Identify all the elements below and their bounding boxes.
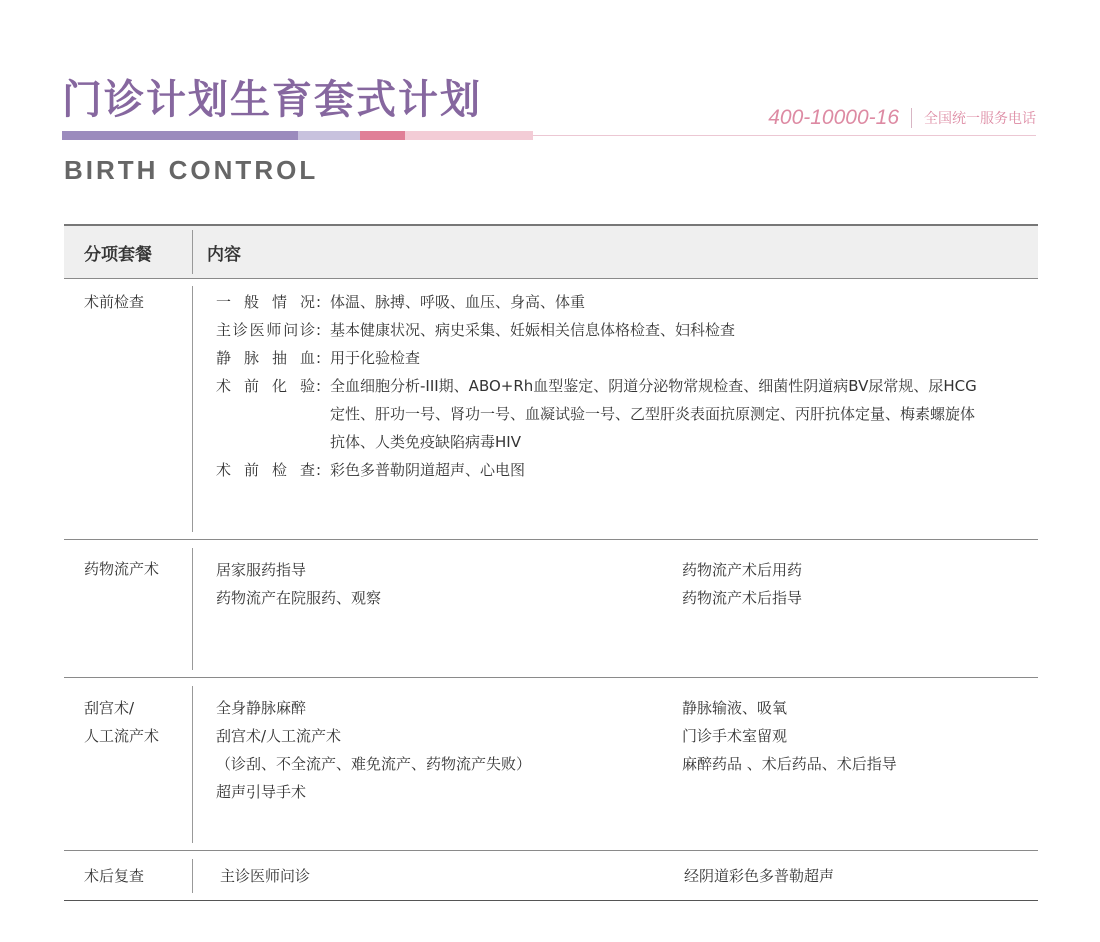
hotline-divider xyxy=(911,108,912,128)
preop-item-lab: 术 前 化 验 : 全血细胞分析-III期、ABO+Rh血型鉴定、阴道分泌物常规检查、细菌性阴道病BV尿常规、尿HCG xyxy=(216,372,1036,400)
preop-label: 静 脉 抽 血 xyxy=(216,349,315,367)
hotline xyxy=(768,106,1036,130)
list-item: 门诊手术室留观 xyxy=(682,727,788,745)
row-divider xyxy=(192,859,193,893)
list-item: 超声引导手术 xyxy=(216,783,307,801)
header-content: 内容 xyxy=(207,244,241,265)
list-item: 药物流产术后指导 xyxy=(682,589,803,607)
medical-left xyxy=(216,556,381,612)
page-subtitle: BIRTH CONTROL xyxy=(64,155,319,185)
decor-bar-light-pink xyxy=(405,131,533,140)
preop-item-blood: 静 脉 抽 血 : 用于化验检查 xyxy=(216,344,1036,372)
table-header xyxy=(64,224,1038,279)
list-item: 药物流产术后用药 xyxy=(682,561,803,579)
decor-thin-line xyxy=(533,135,1036,136)
preop-lab-continued: 抗体、人类免疫缺陷病毒HIV xyxy=(330,433,521,451)
surgical-left xyxy=(216,694,531,806)
preop-lab-continued: 定性、肝功一号、肾功一号、血凝试验一号、乙型肝炎表面抗原测定、丙肝抗体定量、梅素螺旋体 xyxy=(330,405,976,423)
hotline-number[interactable]: 400-10000-16 xyxy=(768,106,899,129)
category-medical: 药物流产术 xyxy=(84,560,160,578)
table-row-surgical xyxy=(64,678,1038,851)
list-item: 麻醉药品 、术后药品、术后指导 xyxy=(682,755,897,773)
row-divider xyxy=(192,686,193,843)
preop-value: 用于化验检查 xyxy=(330,349,421,367)
category-line: 人工流产术 xyxy=(84,727,160,745)
table-row-followup xyxy=(64,851,1038,901)
preop-value: 彩色多普勒阴道超声、心电图 xyxy=(330,461,526,479)
list-item: 药物流产在院服药、观察 xyxy=(216,589,382,607)
row-divider xyxy=(192,286,193,532)
preop-value: 全血细胞分析-III期、ABO+Rh血型鉴定、阴道分泌物常规检查、细菌性阴道病BV尿常规、尿HCG xyxy=(330,377,977,395)
package-table xyxy=(64,224,1038,885)
category-preop: 术前检查 xyxy=(84,293,145,311)
hotline-label: 全国统一服务电话 xyxy=(924,111,1036,127)
category-line: 刮宫术/ xyxy=(84,699,135,717)
preop-label: 主 诊 医 师 问 诊 xyxy=(216,321,315,339)
preop-label: 术 前 化 验 xyxy=(216,377,315,395)
medical-right xyxy=(682,556,802,612)
category-surgical xyxy=(84,694,159,750)
decor-bar-pink xyxy=(360,131,405,140)
table-row-medical xyxy=(64,540,1038,678)
list-item: 主诊医师问诊 xyxy=(220,867,311,885)
list-item: 居家服药指导 xyxy=(216,561,307,579)
list-item: 经阴道彩色多普勒超声 xyxy=(684,867,835,885)
list-item: 静脉输液、吸氧 xyxy=(682,699,788,717)
table-row-preop xyxy=(64,278,1038,540)
preop-value: 基本健康状况、病史采集、妊娠相关信息体格检查、妇科检查 xyxy=(330,321,736,339)
followup-right xyxy=(684,862,834,890)
preop-label: 术 前 检 查 xyxy=(216,461,315,479)
preop-item-exam: 术 前 检 查 : 彩色多普勒阴道超声、心电图 xyxy=(216,456,1036,484)
preop-value: 体温、脉搏、呼吸、血压、身高、体重 xyxy=(330,293,586,311)
list-item: 刮宫术/人工流产术 xyxy=(216,727,342,745)
preop-label: 一 般 情 况 xyxy=(216,293,315,311)
decor-bar-lavender xyxy=(298,131,360,140)
surgical-right xyxy=(682,694,897,778)
preop-item-general: 一 般 情 况 : 体温、脉搏、呼吸、血压、身高、体重 xyxy=(216,288,1036,316)
page-title: 门诊计划生育套式计划 xyxy=(62,77,482,123)
header-package: 分项套餐 xyxy=(84,244,152,265)
preop-item-consult: 主 诊 医 师 问 诊 : 基本健康状况、病史采集、妊娠相关信息体格检查、妇科检查 xyxy=(216,316,1036,344)
row-border xyxy=(64,900,1038,901)
followup-left xyxy=(220,862,310,890)
preop-items xyxy=(216,288,1036,484)
decor-bar-purple xyxy=(62,131,298,140)
list-item: 全身静脉麻醉 xyxy=(216,699,307,717)
list-item: （诊刮、不全流产、难免流产、药物流产失败） xyxy=(216,755,532,773)
category-followup: 术后复查 xyxy=(84,867,145,885)
row-divider xyxy=(192,548,193,670)
